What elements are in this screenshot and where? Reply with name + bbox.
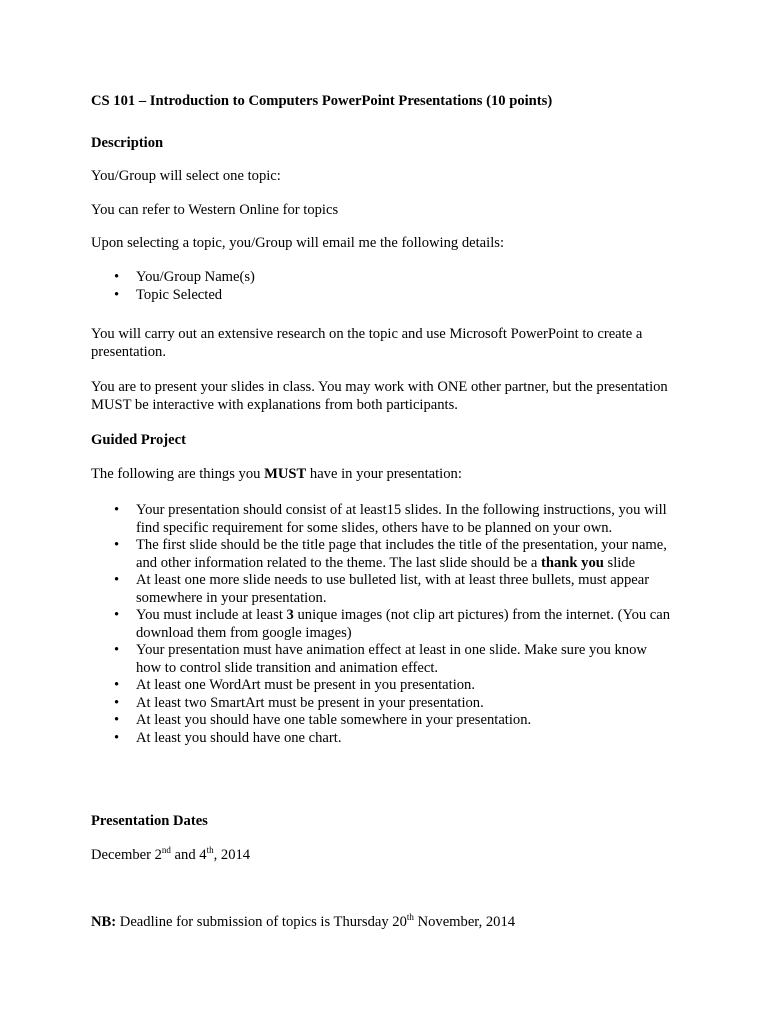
list-item: • At least you should have one table somewhere in your presentation.	[91, 712, 671, 730]
guided-intro-post: have in your presentation:	[306, 466, 462, 482]
description-line-2: You can refer to Western Online for topics	[91, 202, 339, 218]
date-first: December 2	[91, 847, 162, 863]
item-text: slide	[603, 554, 636, 571]
guided-project-heading: Guided Project	[91, 432, 186, 448]
item-text: unique images (not clip art pictures) from the internet. (You can download them from google images)	[136, 607, 671, 641]
nb-note	[91, 914, 671, 932]
guided-intro-pre: The following are things you	[91, 466, 265, 482]
present-paragraph: You are to present your slides in class. You may work with ONE other partner, but the presentation MUST be interactive with explanations from both participants.	[91, 379, 668, 413]
list-item: • Topic Selected	[91, 287, 671, 305]
description-line-1: You/Group will select one topic:	[91, 168, 281, 184]
nb-label: NB:	[91, 914, 117, 930]
item-bold: thank you	[541, 554, 604, 571]
presentation-dates	[91, 847, 671, 865]
guided-intro	[91, 466, 671, 484]
date-mid: and 4	[170, 847, 207, 863]
guided-intro-bold: MUST	[264, 466, 307, 482]
list-item	[91, 537, 671, 572]
presentation-dates-heading: Presentation Dates	[91, 813, 208, 829]
date-first-suffix: nd	[161, 845, 171, 855]
list-item: • At least you should have one chart.	[91, 730, 671, 748]
description-heading: Description	[91, 135, 164, 151]
list-item: • At least one WordArt must be present in you presentation.	[91, 677, 671, 695]
nb-tail: November, 2014	[413, 914, 516, 930]
list-item	[91, 607, 671, 642]
nb-text: Deadline for submission of topics is Thursday 20	[116, 914, 407, 930]
list-item: • At least one more slide needs to use bulleted list, with at least three bullets, must appear somewhere in your presentation.	[91, 572, 671, 607]
list-item: • You/Group Name(s)	[91, 269, 671, 287]
description-line-3: Upon selecting a topic, you/Group will email me the following details:	[91, 235, 505, 251]
details-list	[91, 269, 671, 304]
requirements-list	[91, 502, 671, 747]
item-bold: 3	[286, 607, 294, 623]
research-paragraph: You will carry out an extensive research on the topic and use Microsoft PowerPoint to create a presentation.	[91, 326, 643, 360]
list-item: • Your presentation should consist of at least15 slides. In the following instructions, you will find specific requirement for some slides, others have to be planned on your own.	[91, 502, 671, 537]
list-item: • At least two SmartArt must be present in your presentation.	[91, 695, 671, 713]
item-text: The first slide should be the title page that includes the title of the presentation, your name, and other information related to the theme. The last slide should be a	[136, 537, 667, 571]
date-second-suffix: th	[206, 845, 214, 855]
item-text: You must include at least	[136, 607, 287, 623]
list-item: • Your presentation must have animation effect at least in one slide. Make sure you know how to control slide transition and animation effect.	[91, 642, 671, 677]
date-tail: , 2014	[213, 847, 251, 863]
document-title: CS 101 – Introduction to Computers PowerPoint Presentations (10 points)	[91, 93, 553, 109]
nb-suffix: th	[406, 912, 414, 922]
